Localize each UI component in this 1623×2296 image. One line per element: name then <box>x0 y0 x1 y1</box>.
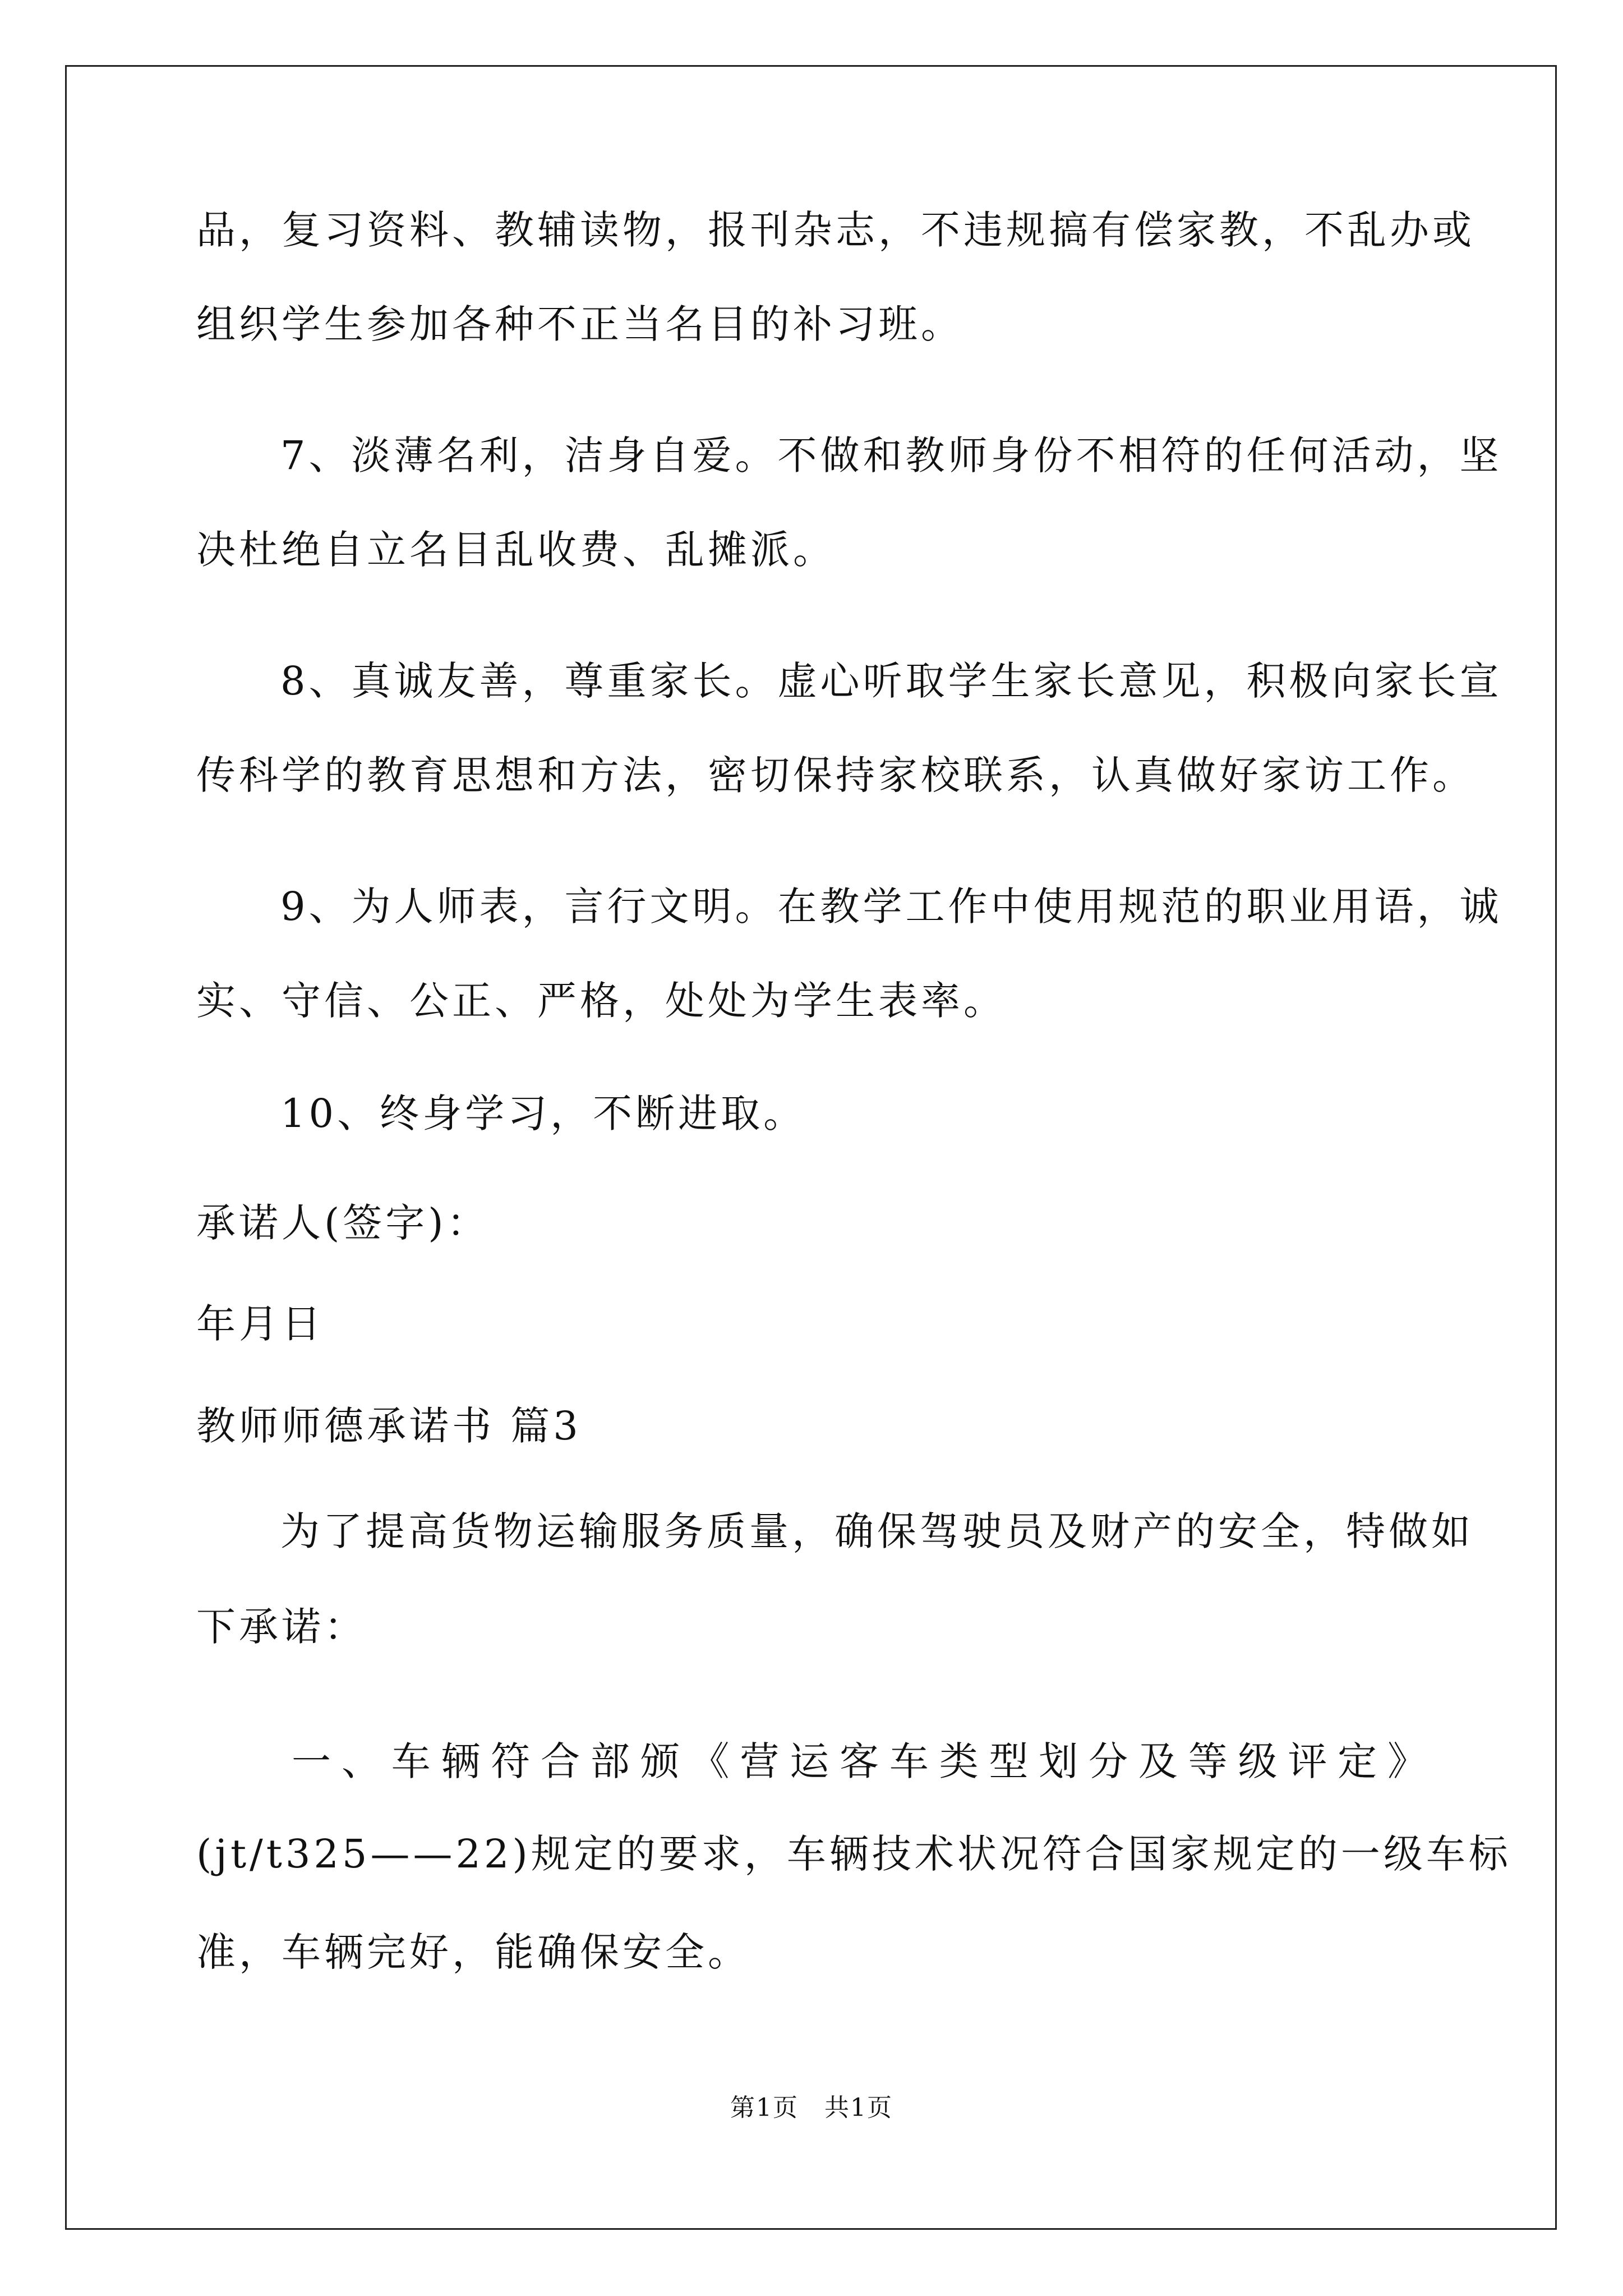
text-line: 8、真诚友善，尊重家长。虚心听取学生家长意见，积极向家长宣 <box>280 658 1502 704</box>
text-line: 传科学的教育思想和方法，密切保持家校联系，认真做好家访工作。 <box>196 752 1475 798</box>
text-line: 下承诺： <box>196 1604 367 1650</box>
text-line: 一、车辆符合部颁《营运客车类型划分及等级评定》 <box>292 1738 1430 1784</box>
page-footer: 第1页 共1页 <box>730 2093 893 2122</box>
text-line: (jt/t325——22)规定的要求，车辆技术状况符合国家规定的一级车标 <box>196 1831 1511 1877</box>
text-line: 组织学生参加各种不正当名目的补习班。 <box>196 301 963 347</box>
signature-label: 承诺人(签字)： <box>196 1200 490 1246</box>
text-line: 10、终身学习，不断进取。 <box>280 1091 806 1137</box>
page-border <box>65 65 1557 2230</box>
text-line: 9、为人师表，言行文明。在教学工作中使用规范的职业用语，诚 <box>280 884 1502 930</box>
text-line: 为了提高货物运输服务质量，确保驾驶员及财产的安全，特做如 <box>280 1508 1474 1554</box>
text-line: 实、守信、公正、严格，处处为学生表率。 <box>196 978 1006 1024</box>
text-line: 品，复习资料、教辅读物，报刊杂志，不违规搞有偿家教，不乱办或 <box>196 207 1475 253</box>
text-line: 7、淡薄名利，洁身自爱。不做和教师身份不相符的任何活动，坚 <box>280 432 1502 478</box>
section-heading: 教师师德承诺书 篇3 <box>196 1403 582 1449</box>
text-line: 决杜绝自立名目乱收费、乱摊派。 <box>196 527 836 573</box>
text-line: 准，车辆完好，能确保安全。 <box>196 1929 750 1975</box>
date-label: 年月日 <box>196 1301 324 1347</box>
